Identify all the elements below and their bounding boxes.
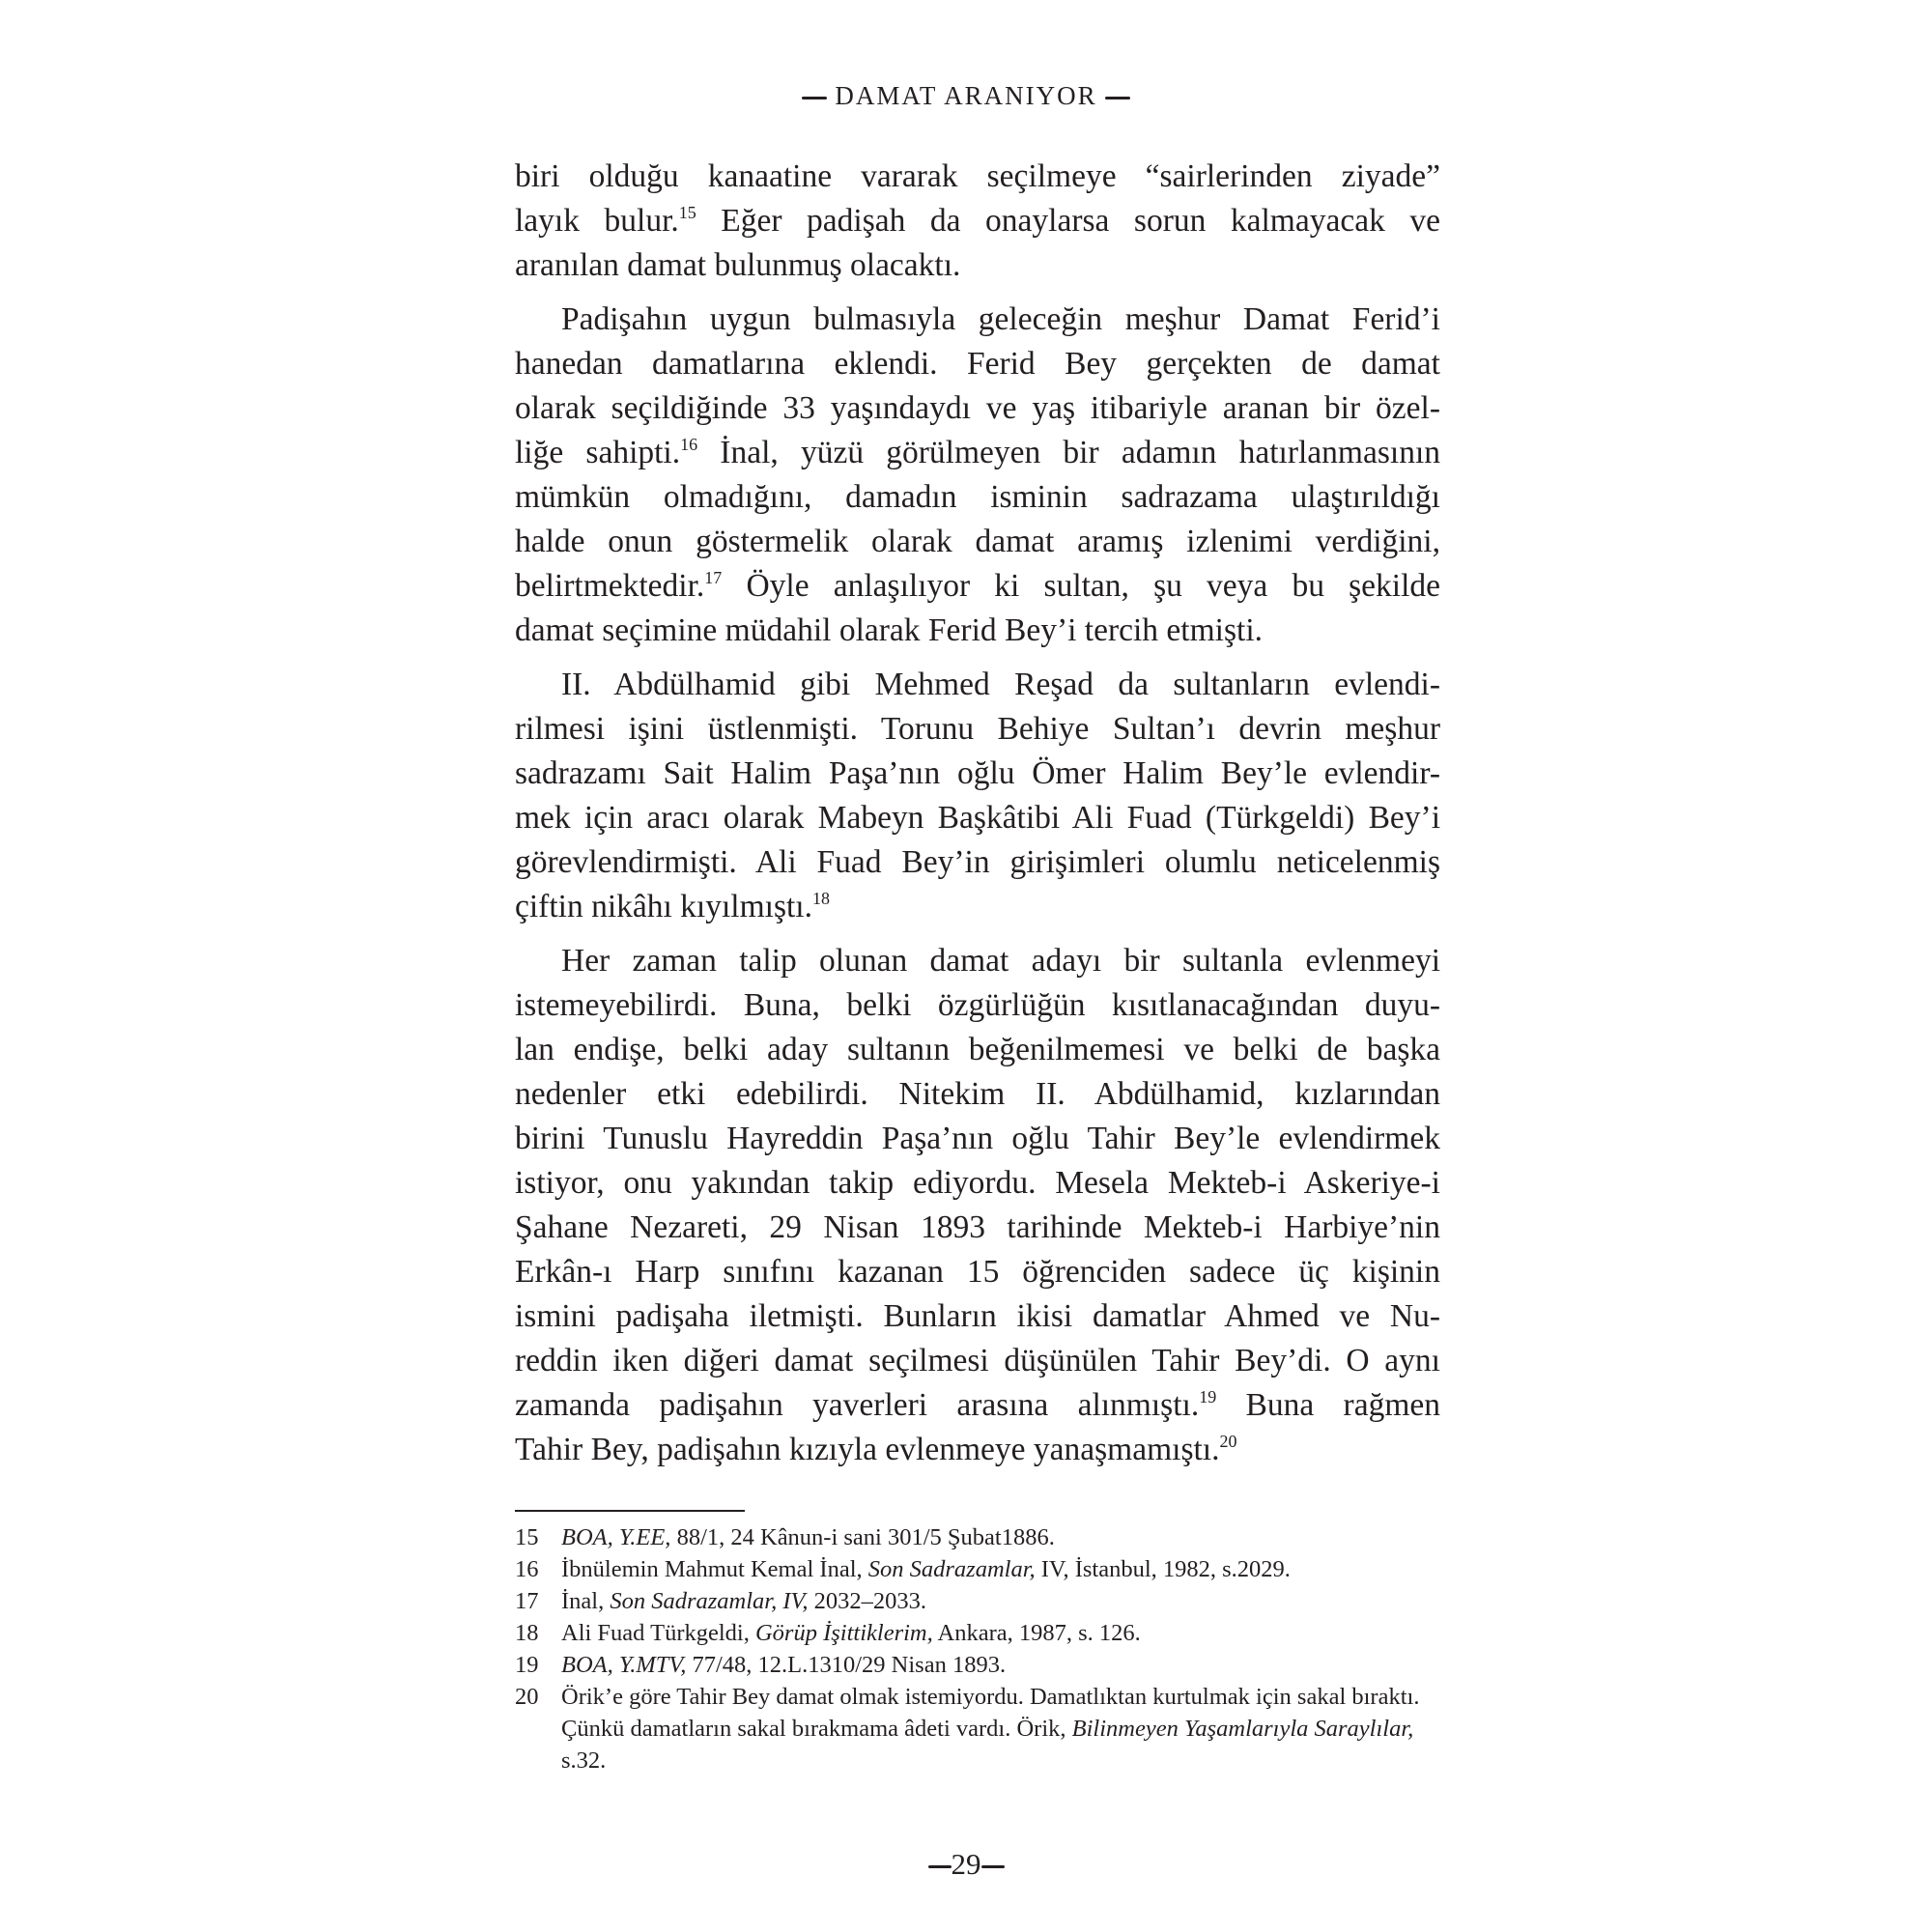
text-run: ismini padişaha iletmişti. Bunların ikisi damatlar Ahmed ve Nu- <box>515 1298 1440 1334</box>
text-line <box>515 983 1440 1028</box>
text-run: görevlendirmişti. Ali Fuad Bey’in girişimleri olumlu neticelenmiş <box>515 844 1440 880</box>
running-head-title: DAMAT ARANIYOR <box>835 81 1097 110</box>
footnote-reference[interactable]: 16 <box>680 435 698 454</box>
text-line <box>515 1161 1440 1206</box>
text-line <box>515 707 1440 752</box>
text-line <box>515 1117 1440 1161</box>
footnote-number: 20 <box>515 1684 539 1710</box>
text-line <box>515 1339 1440 1383</box>
text-line <box>515 1428 1440 1472</box>
citation-text: s.32. <box>561 1747 607 1774</box>
footnote-item <box>515 1681 1442 1776</box>
footnote-number: 18 <box>515 1620 539 1646</box>
citation-title: BOA, Y.MTV, <box>561 1652 687 1678</box>
footnote-reference[interactable]: 20 <box>1219 1432 1237 1451</box>
text-line <box>515 885 1440 929</box>
text-run: layık bulur. <box>515 203 679 239</box>
footnote-separator <box>515 1510 745 1512</box>
footnote-text <box>561 1649 1442 1681</box>
text-run: İnal, yüzü görülmeyen bir adamın hatırlanmasının <box>697 435 1441 470</box>
text-line <box>515 342 1440 386</box>
footnote-number: 15 <box>515 1524 539 1550</box>
footnote-item <box>515 1617 1442 1649</box>
text-run: çiftin nikâhı kıyılmıştı. <box>515 889 812 924</box>
citation-title: Son Sadrazamlar, <box>867 1556 1036 1582</box>
footnote-text <box>561 1585 1442 1617</box>
text-run: nedenler etki edebilirdi. Nitekim II. Abdülhamid, kızlarından <box>515 1076 1440 1112</box>
text-run: belirtmektedir. <box>515 568 705 604</box>
text-line <box>515 939 1440 983</box>
footnote-item <box>515 1585 1442 1617</box>
footnotes <box>515 1521 1442 1776</box>
footnote-item <box>515 1649 1442 1681</box>
text-line <box>515 199 1440 243</box>
text-run: birini Tunuslu Hayreddin Paşa’nın oğlu Tahir Bey’le evlendirmek <box>515 1121 1440 1156</box>
citation-text: İnal, <box>561 1588 611 1614</box>
text-line <box>515 155 1440 199</box>
footnote-item <box>515 1521 1442 1553</box>
footnote-reference[interactable]: 15 <box>678 203 696 222</box>
text-run: Tahir Bey, padişahın kızıyla evlenmeye yanaşmamıştı. <box>515 1432 1220 1467</box>
footnote-item <box>515 1553 1442 1585</box>
text-line <box>515 663 1440 707</box>
paragraph <box>515 298 1440 653</box>
citation-text: İbnülemin Mahmut Kemal İnal, <box>561 1556 868 1582</box>
text-line <box>515 1028 1440 1072</box>
text-line <box>515 752 1440 796</box>
text-run: Erkân-ı Harp sınıfını kazanan 15 öğrenciden sadece üç kişinin <box>515 1254 1440 1290</box>
text-line <box>515 840 1440 885</box>
footnote-number: 17 <box>515 1588 539 1614</box>
page-number-container <box>0 1847 1932 1882</box>
paragraph <box>515 155 1440 288</box>
text-line <box>515 609 1440 653</box>
footnote-reference[interactable]: 17 <box>704 568 723 587</box>
text-run: liğe sahipti. <box>515 435 681 470</box>
text-run: Padişahın uygun bulmasıyla geleceğin meşhur Damat Ferid’i <box>561 301 1440 337</box>
text-run: aranılan damat bulunmuş olacaktı. <box>515 247 961 283</box>
ornament-dash-right <box>981 1865 1005 1868</box>
citation-title: Bilinmeyen Yaşamlarıyla Saraylılar, <box>1071 1716 1414 1742</box>
text-run: hanedan damatlarına eklendi. Ferid Bey gerçekten de damat <box>515 346 1440 382</box>
text-run: olarak seçildiğinde 33 yaşındaydı ve yaş itibariyle aranan bir özel- <box>515 390 1440 426</box>
citation-text: Örik’e göre Tahir Bey damat olmak istemiyordu. Damatlıktan kurtulmak için sakal bıraktı. Çünkü damatların sakal bırakmama âdeti vardı. Örik, <box>561 1684 1420 1742</box>
text-run: istemeyebilirdi. Buna, belki özgürlüğün kısıtlanacağından duyu- <box>515 987 1440 1023</box>
citation-title: Son Sadrazamlar, IV, <box>610 1588 809 1614</box>
citation-text: 88/1, 24 Kânun-i sani 301/5 Şubat1886. <box>670 1524 1055 1550</box>
page-number: 29 <box>951 1847 981 1881</box>
text-line <box>515 1206 1440 1250</box>
text-line <box>515 1250 1440 1294</box>
citation-text: Ankara, 1987, s. 126. <box>932 1620 1141 1646</box>
ornament-dash-right <box>1105 97 1130 99</box>
text-line <box>515 431 1440 475</box>
footnote-text <box>561 1617 1442 1649</box>
footnote-text <box>561 1521 1442 1553</box>
text-run: reddin iken diğeri damat seçilmesi düşünülen Tahir Bey’di. O aynı <box>515 1343 1440 1378</box>
text-run: Eğer padişah da onaylarsa sorun kalmayacak ve <box>696 203 1440 239</box>
text-line <box>515 1072 1440 1117</box>
text-run: lan endişe, belki aday sultanın beğenilmemesi ve belki de başka <box>515 1032 1440 1067</box>
text-run: mümkün olmadığını, damadın isminin sadrazama ulaştırıldığı <box>515 479 1440 515</box>
footnote-reference[interactable]: 18 <box>812 889 830 908</box>
citation-text: 77/48, 12.L.1310/29 Nisan 1893. <box>686 1652 1007 1678</box>
text-run: mek için aracı olarak Mabeyn Başkâtibi Ali Fuad (Türkgeldi) Bey’i <box>515 800 1440 836</box>
text-line <box>515 1294 1440 1339</box>
footnote-text <box>561 1553 1442 1585</box>
text-run: zamanda padişahın yaverleri arasına alınmıştı. <box>515 1387 1200 1423</box>
footnote-number: 19 <box>515 1652 539 1678</box>
body-text <box>515 155 1440 1482</box>
ornament-dash-left <box>928 1865 952 1868</box>
text-run: istiyor, onu yakından takip ediyordu. Mesela Mekteb-i Askeriye-i <box>515 1165 1440 1201</box>
text-run: Her zaman talip olunan damat adayı bir sultanla evlenmeyi <box>561 943 1440 979</box>
text-run: biri olduğu kanaatine vararak seçilmeye “sairlerinden ziyade” <box>515 158 1440 194</box>
ornament-dash-left <box>802 97 827 99</box>
citation-text: IV, İstanbul, 1982, s.2029. <box>1035 1556 1291 1582</box>
text-line <box>515 1383 1440 1428</box>
footnote-number: 16 <box>515 1556 539 1582</box>
citation-text: Ali Fuad Türkgeldi, <box>561 1620 755 1646</box>
text-line <box>515 520 1440 564</box>
paragraph <box>515 939 1440 1472</box>
text-run: sadrazamı Sait Halim Paşa’nın oğlu Ömer Halim Bey’le evlendir- <box>515 755 1440 791</box>
text-run: Öyle anlaşılıyor ki sultan, şu veya bu şekilde <box>722 568 1440 604</box>
citation-title: BOA, Y.EE, <box>561 1524 671 1550</box>
text-line <box>515 475 1440 520</box>
citation-title: Görüp İşittiklerim, <box>754 1620 933 1646</box>
footnote-reference[interactable]: 19 <box>1199 1387 1217 1406</box>
footnote-text <box>561 1681 1442 1776</box>
citation-text: 2032–2033. <box>808 1588 926 1614</box>
text-line <box>515 564 1440 609</box>
paragraph <box>515 663 1440 929</box>
text-run: damat seçimine müdahil olarak Ferid Bey’i tercih etmişti. <box>515 612 1264 648</box>
text-run: Şahane Nezareti, 29 Nisan 1893 tarihinde Mekteb-i Harbiye’nin <box>515 1209 1440 1245</box>
text-run: halde onun göstermelik olarak damat aramış izlenimi verdiğini, <box>515 524 1440 559</box>
text-line <box>515 243 1440 288</box>
running-head <box>0 81 1932 111</box>
text-line <box>515 386 1440 431</box>
text-line <box>515 796 1440 840</box>
text-run: II. Abdülhamid gibi Mehmed Reşad da sultanların evlendi- <box>561 667 1440 702</box>
text-run: Buna rağmen <box>1216 1387 1440 1423</box>
text-line <box>515 298 1440 342</box>
text-run: rilmesi işini üstlenmişti. Torunu Behiye Sultan’ı devrin meşhur <box>515 711 1440 747</box>
